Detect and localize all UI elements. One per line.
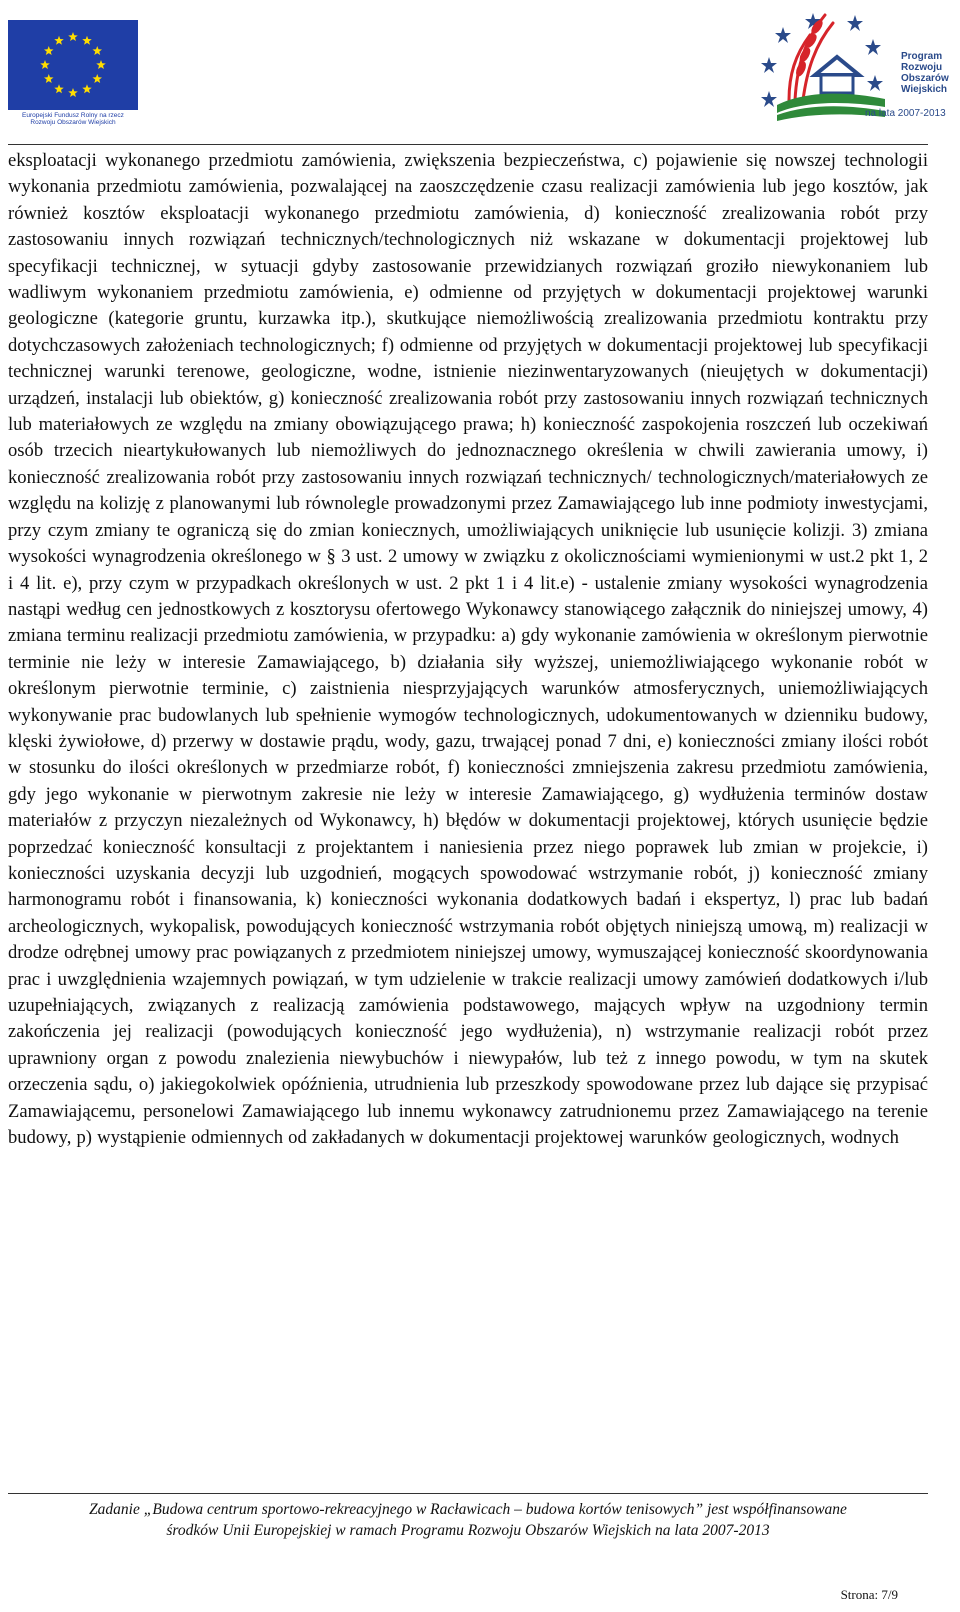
eu-star-4 [96,60,106,69]
prow-line3: Obszarów [901,73,949,84]
eu-star-10 [40,60,50,69]
page-number: Strona: 7/9 [840,1587,898,1602]
eu-stars-icon [8,20,138,110]
eu-fund-caption [8,112,138,126]
eu-caption-line2: Rozwoju Obszarów Wiejskich [30,119,116,126]
eu-star-3 [92,46,102,55]
eu-star-7 [68,88,78,97]
eu-fund-logo [8,20,138,124]
eu-star-12 [54,36,64,45]
header-divider [8,144,928,145]
eu-star-9 [44,74,54,83]
eu-star-11 [44,46,54,55]
prow-years: na lata 2007-2013 [865,108,946,119]
eu-star-5 [92,74,102,83]
prow-line4: Wiejskich [901,84,948,95]
footer-note [8,1499,928,1541]
eu-star-8 [54,84,64,93]
eu-star-6 [82,84,92,93]
eu-star-1 [68,32,78,41]
prow-logo [755,5,955,125]
eu-flag-icon [8,20,138,110]
body-paragraph: eksploatacji wykonanego przedmiotu zamówienia, zwiększenia bezpieczeństwa, c) pojawienie się nowszej technologii wykonania przedmiotu zamówienia, pozwalającej na zaoszczędzenie czasu realizacji zamówienia lub jego kosztów, jak również kosztów eksploatacji wykonanego przedmiotu zamówienia, d) konieczność zrealizowania robót przy zastosowaniu innych rozwiązań technicznych/technologicznych niż wskazane w dokumentacji projektowej lub specyfikacji technicznej, w sytuacji gdyby zastosowanie przewidzianych rozwiązań groziło niewykonaniem lub wadliwym wykonaniem przedmiotu zamówienia, e) odmienne od przyjętych w dokumentacji projektowej warunki geologiczne (kategorie gruntu, kurzawka itp.), skutkujące niemożliwością zrealizowania przedmiotu kontraktu przy dotychczasowych założeniach technologicznych; f) odmienne od przyjętych w dokumentacji projektowej lub specyfikacji technicznej warunki terenowe, geologiczne, wodne, istnienie niezinwentaryzowanych (nieujętych w dokumentacji) urządzeń, instalacji lub obiektów, g) konieczność zrealizowania robót przy zastosowaniu innych rozwiązań technicznych lub materiałowych ze względu na zmiany obowiązującego prawa; h) konieczność zaspokojenia roszczeń lub oczekiwań osób trzecich nieartykułowanych lub niemożliwych do jednoznacznego określenia w chwili zawierania umowy, i) konieczność zrealizowania robót przy zastosowaniu innych rozwiązań technicznych/ technologicznych/materiałowych ze względu na kolizję z planowanymi lub równolegle prowadzonymi przez Zamawiającego lub inne podmioty inwestycjami, przy czym zmiany te ograniczą się do zmian koniecznych, umożliwiających uniknięcie lub usunięcie kolizji. 3) zmiana wysokości wynagrodzenia określonego w § 3 ust. 2 umowy w związku z okolicznościami wymienionymi w ust.2 pkt 1, 2 i 4 lit. e), przy czym w przypadkach określonych w ust. 2 pkt 1 i 4 lit.e) - ustalenie zmiany wysokości wynagrodzenia nastąpi według cen jednostkowych z kosztorysu ofertowego Wykonawcy stanowiącego załącznik do niniejszej umowy, 4) zmiana terminu realizacji przedmiotu zamówienia, w przypadku: a) gdy wykonanie zamówienia w określonym pierwotnie terminie nie leży w interesie Zamawiającego, b) działania siły wyższej, uniemożliwiającego wykonanie robót w określonym pierwotnie terminie, c) zaistnienia niesprzyjających warunków atmosferycznych, uniemożliwiających wykonywanie prac budowlanych lub spełnienie wymogów technologicznych, udokumentowanych w dzienniku budowy, klęski żywiołowe, d) przerwy w dostawie prądu, wody, gazu, trwającej ponad 7 dni, e) konieczności zmiany ilości robót w stosunku do ilości określonych w przedmiarze robót, f) konieczności zmniejszenia zakresu przedmiotu zamówienia, gdy jego wykonanie w pierwotnym zakresie nie leży w interesie Zamawiającego, g) wydłużenia terminów dostaw materiałów z przyczyn niezależnych od Wykonawcy, h) błędów w dokumentacji projektowej, których usunięcie będzie poprzedzać konieczność konsultacji z projektantem i naniesienia przez niego poprawek lub zmian w projekcie, i) konieczności uzyskania decyzji lub uzgodnień, mogących spowodować wstrzymanie robót, j) konieczność zmiany harmonogramu robót i finansowania, k) konieczności wykonania dodatkowych badań i ekspertyz, l) prac lub badań archeologicznych, wykopalisk, powodujących konieczność wstrzymania robót objętych niniejszą umową, m) realizacji w drodze odrębnej umowy prac powiązanych z przedmiotem niniejszej umowy, wymuszającej konieczność skoordynowania prac i uwzględnienia wzajemnych powiązań, w tym udzielenie w trakcie realizacji umowy zamówień dodatkowych i/lub uzupełniających, związanych z realizacją zamówienia podstawowego, mających wpływ na uzgodniony termin zakończenia jej realizacji (powodujących konieczność jego wydłużenia), n) wstrzymanie realizacji robót przez uprawniony organ z powodu znalezienia niewybuchów i niewypałów, lub też z innego powodu, w tym na skutek orzeczenia sądu, o) jakiegokolwiek opóźnienia, utrudnienia lub przeszkody spowodowane przez lub dające się przypisać Zamawiającemu, personelowi Zamawiającego lub innemu wykonawcy zatrudnionemu przez Zamawiającego na terenie budowy, p) wystąpienie odmiennych od zakładanych w dokumentacji projektowej warunków geologicznych, wodnych [8,150,928,1149]
footer-line1: Zadanie „Budowa centrum sportowo-rekreacyjnego w Racławicach – budowa kortów tenisowych” jest współfinansowane [89,1501,847,1518]
eu-star-2 [82,36,92,45]
prow-line2: Rozwoju [901,62,943,73]
page-header [0,0,960,150]
footer-divider [8,1493,928,1494]
prow-line1: Program [901,51,943,62]
eu-caption-line1: Europejski Fundusz Rolny na rzecz [22,112,124,119]
prow-wheat-house-icon [755,5,900,123]
footer-line2: środków Unii Europejskiej w ramach Programu Rozwoju Obszarów Wiejskich na lata 2007-2013 [166,1522,770,1539]
prow-logo-text [901,51,949,95]
